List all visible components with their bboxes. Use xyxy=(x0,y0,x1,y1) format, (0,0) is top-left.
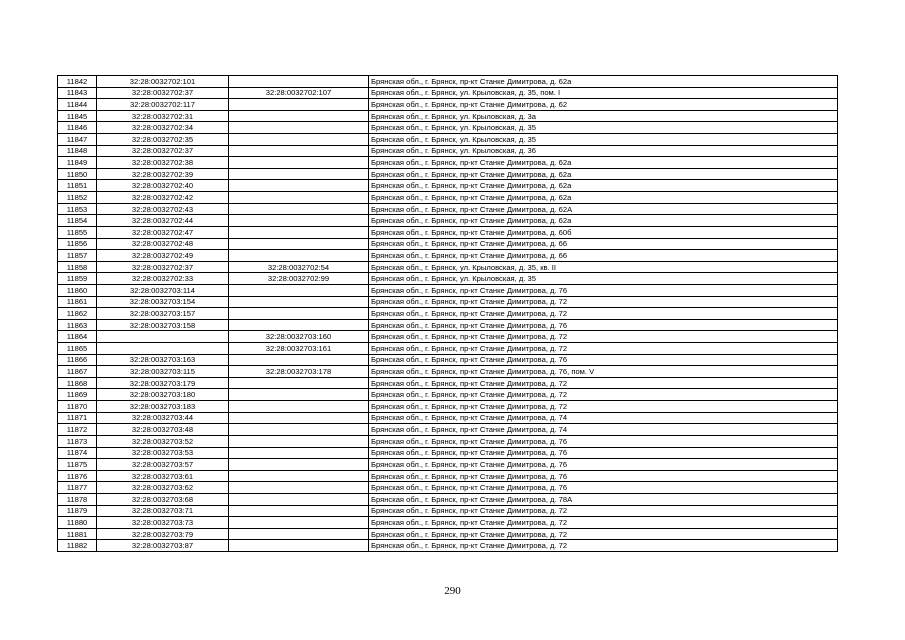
address-cell: Брянская обл., г. Брянск, пр-кт Станке Димитрова, д. 72 xyxy=(369,401,838,413)
cadastral-number-cell: 32:28:0032703:71 xyxy=(97,505,229,517)
related-cadastral-number-cell xyxy=(229,493,369,505)
address-cell: Брянская обл., г. Брянск, пр-кт Станке Димитрова, д. 62а xyxy=(369,76,838,88)
address-cell: Брянская обл., г. Брянск, пр-кт Станке Димитрова, д. 62а xyxy=(369,168,838,180)
row-number-cell: 11851 xyxy=(58,180,97,192)
cadastral-number-cell: 32:28:0032703:158 xyxy=(97,319,229,331)
cadastral-number-cell: 32:28:0032702:101 xyxy=(97,76,229,88)
cadastral-number-cell: 32:28:0032703:114 xyxy=(97,284,229,296)
related-cadastral-number-cell xyxy=(229,76,369,88)
related-cadastral-number-cell xyxy=(229,354,369,366)
row-number-cell: 11858 xyxy=(58,261,97,273)
row-number-cell: 11845 xyxy=(58,110,97,122)
row-number-cell: 11842 xyxy=(58,76,97,88)
registry-table-body xyxy=(58,76,838,552)
row-number-cell: 11861 xyxy=(58,296,97,308)
table-row xyxy=(58,517,838,529)
address-cell: Брянская обл., г. Брянск, пр-кт Станке Димитрова, д. 76 xyxy=(369,482,838,494)
row-number-cell: 11877 xyxy=(58,482,97,494)
address-cell: Брянская обл., г. Брянск, пр-кт Станке Димитрова, д. 60б xyxy=(369,226,838,238)
related-cadastral-number-cell xyxy=(229,540,369,552)
cadastral-number-cell: 32:28:0032702:34 xyxy=(97,122,229,134)
table-row xyxy=(58,482,838,494)
address-cell: Брянская обл., г. Брянск, пр-кт Станке Димитрова, д. 72 xyxy=(369,296,838,308)
row-number-cell: 11846 xyxy=(58,122,97,134)
address-cell: Брянская обл., г. Брянск, пр-кт Станке Димитрова, д. 62а xyxy=(369,157,838,169)
related-cadastral-number-cell xyxy=(229,168,369,180)
related-cadastral-number-cell xyxy=(229,192,369,204)
related-cadastral-number-cell xyxy=(229,528,369,540)
address-cell: Брянская обл., г. Брянск, пр-кт Станке Димитрова, д. 74 xyxy=(369,412,838,424)
cadastral-number-cell: 32:28:0032702:33 xyxy=(97,273,229,285)
related-cadastral-number-cell xyxy=(229,250,369,262)
cadastral-number-cell xyxy=(97,331,229,343)
related-cadastral-number-cell xyxy=(229,517,369,529)
address-cell: Брянская обл., г. Брянск, пр-кт Станке Димитрова, д. 72 xyxy=(369,528,838,540)
table-row xyxy=(58,134,838,146)
related-cadastral-number-cell xyxy=(229,99,369,111)
row-number-cell: 11874 xyxy=(58,447,97,459)
related-cadastral-number-cell xyxy=(229,470,369,482)
cadastral-number-cell: 32:28:0032703:57 xyxy=(97,459,229,471)
table-row xyxy=(58,284,838,296)
related-cadastral-number-cell xyxy=(229,412,369,424)
address-cell: Брянская обл., г. Брянск, пр-кт Станке Димитрова, д. 62а xyxy=(369,180,838,192)
cadastral-number-cell: 32:28:0032702:38 xyxy=(97,157,229,169)
address-cell: Брянская обл., г. Брянск, пр-кт Станке Димитрова, д. 72 xyxy=(369,343,838,355)
row-number-cell: 11879 xyxy=(58,505,97,517)
related-cadastral-number-cell xyxy=(229,134,369,146)
related-cadastral-number-cell xyxy=(229,284,369,296)
related-cadastral-number-cell xyxy=(229,226,369,238)
address-cell: Брянская обл., г. Брянск, пр-кт Станке Димитрова, д. 72 xyxy=(369,377,838,389)
table-row xyxy=(58,296,838,308)
address-cell: Брянская обл., г. Брянск, пр-кт Станке Димитрова, д. 72 xyxy=(369,331,838,343)
table-row xyxy=(58,377,838,389)
table-row xyxy=(58,389,838,401)
address-cell: Брянская обл., г. Брянск, ул. Крыловская, д. 3а xyxy=(369,110,838,122)
row-number-cell: 11857 xyxy=(58,250,97,262)
row-number-cell: 11882 xyxy=(58,540,97,552)
related-cadastral-number-cell xyxy=(229,238,369,250)
row-number-cell: 11872 xyxy=(58,424,97,436)
row-number-cell: 11870 xyxy=(58,401,97,413)
address-cell: Брянская обл., г. Брянск, пр-кт Станке Димитрова, д. 76, пом. V xyxy=(369,366,838,378)
address-cell: Брянская обл., г. Брянск, пр-кт Станке Димитрова, д. 76 xyxy=(369,435,838,447)
row-number-cell: 11867 xyxy=(58,366,97,378)
related-cadastral-number-cell xyxy=(229,424,369,436)
row-number-cell: 11869 xyxy=(58,389,97,401)
cadastral-number-cell xyxy=(97,343,229,355)
related-cadastral-number-cell: 32:28:0032702:107 xyxy=(229,87,369,99)
cadastral-number-cell: 32:28:0032703:179 xyxy=(97,377,229,389)
table-row xyxy=(58,203,838,215)
address-cell: Брянская обл., г. Брянск, пр-кт Станке Димитрова, д. 62 xyxy=(369,99,838,111)
cadastral-number-cell: 32:28:0032702:37 xyxy=(97,145,229,157)
address-cell: Брянская обл., г. Брянск, ул. Крыловская, д. 35 xyxy=(369,134,838,146)
row-number-cell: 11876 xyxy=(58,470,97,482)
cadastral-number-cell: 32:28:0032703:180 xyxy=(97,389,229,401)
row-number-cell: 11853 xyxy=(58,203,97,215)
row-number-cell: 11875 xyxy=(58,459,97,471)
related-cadastral-number-cell xyxy=(229,215,369,227)
related-cadastral-number-cell xyxy=(229,296,369,308)
related-cadastral-number-cell xyxy=(229,122,369,134)
table-row xyxy=(58,157,838,169)
row-number-cell: 11860 xyxy=(58,284,97,296)
table-row xyxy=(58,261,838,273)
related-cadastral-number-cell xyxy=(229,435,369,447)
cadastral-number-cell: 32:28:0032703:73 xyxy=(97,517,229,529)
cadastral-number-cell: 32:28:0032703:53 xyxy=(97,447,229,459)
row-number-cell: 11863 xyxy=(58,319,97,331)
row-number-cell: 11844 xyxy=(58,99,97,111)
cadastral-number-cell: 32:28:0032703:163 xyxy=(97,354,229,366)
cadastral-number-cell: 32:28:0032703:62 xyxy=(97,482,229,494)
table-row xyxy=(58,250,838,262)
cadastral-number-cell: 32:28:0032703:44 xyxy=(97,412,229,424)
table-row xyxy=(58,99,838,111)
row-number-cell: 11849 xyxy=(58,157,97,169)
table-row xyxy=(58,192,838,204)
table-row xyxy=(58,401,838,413)
related-cadastral-number-cell xyxy=(229,203,369,215)
related-cadastral-number-cell xyxy=(229,447,369,459)
row-number-cell: 11855 xyxy=(58,226,97,238)
cadastral-number-cell: 32:28:0032703:154 xyxy=(97,296,229,308)
address-cell: Брянская обл., г. Брянск, пр-кт Станке Димитрова, д. 76 xyxy=(369,354,838,366)
registry-table xyxy=(57,75,838,552)
row-number-cell: 11843 xyxy=(58,87,97,99)
table-row xyxy=(58,76,838,88)
row-number-cell: 11852 xyxy=(58,192,97,204)
address-cell: Брянская обл., г. Брянск, ул. Крыловская, д. 35, пом. I xyxy=(369,87,838,99)
related-cadastral-number-cell xyxy=(229,401,369,413)
table-row xyxy=(58,122,838,134)
cadastral-number-cell: 32:28:0032702:42 xyxy=(97,192,229,204)
row-number-cell: 11859 xyxy=(58,273,97,285)
address-cell: Брянская обл., г. Брянск, пр-кт Станке Димитрова, д. 76 xyxy=(369,284,838,296)
related-cadastral-number-cell xyxy=(229,389,369,401)
related-cadastral-number-cell: 32:28:0032703:160 xyxy=(229,331,369,343)
cadastral-number-cell: 32:28:0032702:40 xyxy=(97,180,229,192)
row-number-cell: 11881 xyxy=(58,528,97,540)
row-number-cell: 11847 xyxy=(58,134,97,146)
cadastral-number-cell: 32:28:0032702:49 xyxy=(97,250,229,262)
table-row xyxy=(58,331,838,343)
address-cell: Брянская обл., г. Брянск, пр-кт Станке Димитрова, д. 78А xyxy=(369,493,838,505)
address-cell: Брянская обл., г. Брянск, ул. Крыловская, д. 35, кв. II xyxy=(369,261,838,273)
table-row xyxy=(58,238,838,250)
related-cadastral-number-cell xyxy=(229,180,369,192)
cadastral-number-cell: 32:28:0032703:61 xyxy=(97,470,229,482)
cadastral-number-cell: 32:28:0032703:115 xyxy=(97,366,229,378)
related-cadastral-number-cell: 32:28:0032703:178 xyxy=(229,366,369,378)
address-cell: Брянская обл., г. Брянск, пр-кт Станке Димитрова, д. 66 xyxy=(369,250,838,262)
address-cell: Брянская обл., г. Брянск, пр-кт Станке Димитрова, д. 76 xyxy=(369,470,838,482)
related-cadastral-number-cell: 32:28:0032703:161 xyxy=(229,343,369,355)
table-row xyxy=(58,215,838,227)
address-cell: Брянская обл., г. Брянск, пр-кт Станке Димитрова, д. 62А xyxy=(369,203,838,215)
table-row xyxy=(58,168,838,180)
address-cell: Брянская обл., г. Брянск, пр-кт Станке Димитрова, д. 72 xyxy=(369,517,838,529)
address-cell: Брянская обл., г. Брянск, ул. Крыловская, д. 35 xyxy=(369,122,838,134)
row-number-cell: 11848 xyxy=(58,145,97,157)
table-row xyxy=(58,540,838,552)
table-row xyxy=(58,308,838,320)
cadastral-number-cell: 32:28:0032702:37 xyxy=(97,87,229,99)
row-number-cell: 11878 xyxy=(58,493,97,505)
address-cell: Брянская обл., г. Брянск, пр-кт Станке Димитрова, д. 62а xyxy=(369,192,838,204)
related-cadastral-number-cell xyxy=(229,482,369,494)
table-row xyxy=(58,145,838,157)
cadastral-number-cell: 32:28:0032703:52 xyxy=(97,435,229,447)
related-cadastral-number-cell xyxy=(229,157,369,169)
row-number-cell: 11873 xyxy=(58,435,97,447)
cadastral-number-cell: 32:28:0032703:87 xyxy=(97,540,229,552)
table-row xyxy=(58,110,838,122)
table-row xyxy=(58,493,838,505)
cadastral-number-cell: 32:28:0032703:157 xyxy=(97,308,229,320)
table-row xyxy=(58,505,838,517)
related-cadastral-number-cell xyxy=(229,308,369,320)
table-row xyxy=(58,528,838,540)
cadastral-number-cell: 32:28:0032703:48 xyxy=(97,424,229,436)
related-cadastral-number-cell xyxy=(229,110,369,122)
table-row xyxy=(58,424,838,436)
address-cell: Брянская обл., г. Брянск, пр-кт Станке Димитрова, д. 72 xyxy=(369,308,838,320)
related-cadastral-number-cell xyxy=(229,319,369,331)
table-row xyxy=(58,87,838,99)
cadastral-number-cell: 32:28:0032703:79 xyxy=(97,528,229,540)
row-number-cell: 11854 xyxy=(58,215,97,227)
address-cell: Брянская обл., г. Брянск, пр-кт Станке Димитрова, д. 74 xyxy=(369,424,838,436)
cadastral-number-cell: 32:28:0032703:183 xyxy=(97,401,229,413)
table-row xyxy=(58,435,838,447)
address-cell: Брянская обл., г. Брянск, пр-кт Станке Димитрова, д. 76 xyxy=(369,319,838,331)
row-number-cell: 11862 xyxy=(58,308,97,320)
cadastral-number-cell: 32:28:0032702:31 xyxy=(97,110,229,122)
address-cell: Брянская обл., г. Брянск, ул. Крыловская, д. 35 xyxy=(369,273,838,285)
row-number-cell: 11850 xyxy=(58,168,97,180)
cadastral-number-cell: 32:28:0032702:43 xyxy=(97,203,229,215)
cadastral-number-cell: 32:28:0032702:39 xyxy=(97,168,229,180)
related-cadastral-number-cell xyxy=(229,377,369,389)
row-number-cell: 11856 xyxy=(58,238,97,250)
table-row xyxy=(58,366,838,378)
address-cell: Брянская обл., г. Брянск, ул. Крыловская, д. 36 xyxy=(369,145,838,157)
table-row xyxy=(58,459,838,471)
cadastral-number-cell: 32:28:0032702:48 xyxy=(97,238,229,250)
row-number-cell: 11864 xyxy=(58,331,97,343)
table-row xyxy=(58,447,838,459)
related-cadastral-number-cell xyxy=(229,145,369,157)
table-row xyxy=(58,470,838,482)
cadastral-number-cell: 32:28:0032702:35 xyxy=(97,134,229,146)
row-number-cell: 11871 xyxy=(58,412,97,424)
address-cell: Брянская обл., г. Брянск, пр-кт Станке Димитрова, д. 66 xyxy=(369,238,838,250)
related-cadastral-number-cell xyxy=(229,505,369,517)
table-row xyxy=(58,343,838,355)
address-cell: Брянская обл., г. Брянск, пр-кт Станке Димитрова, д. 76 xyxy=(369,447,838,459)
address-cell: Брянская обл., г. Брянск, пр-кт Станке Димитрова, д. 72 xyxy=(369,540,838,552)
address-cell: Брянская обл., г. Брянск, пр-кт Станке Димитрова, д. 72 xyxy=(369,389,838,401)
table-row xyxy=(58,273,838,285)
table-row xyxy=(58,180,838,192)
address-cell: Брянская обл., г. Брянск, пр-кт Станке Димитрова, д. 62а xyxy=(369,215,838,227)
address-cell: Брянская обл., г. Брянск, пр-кт Станке Димитрова, д. 76 xyxy=(369,459,838,471)
table-row xyxy=(58,319,838,331)
row-number-cell: 11865 xyxy=(58,343,97,355)
related-cadastral-number-cell: 32:28:0032702:99 xyxy=(229,273,369,285)
table-row xyxy=(58,226,838,238)
related-cadastral-number-cell xyxy=(229,459,369,471)
cadastral-number-cell: 32:28:0032703:68 xyxy=(97,493,229,505)
row-number-cell: 11880 xyxy=(58,517,97,529)
address-cell: Брянская обл., г. Брянск, пр-кт Станке Димитрова, д. 72 xyxy=(369,505,838,517)
cadastral-number-cell: 32:28:0032702:44 xyxy=(97,215,229,227)
page-number: 290 xyxy=(444,585,461,597)
table-row xyxy=(58,354,838,366)
cadastral-number-cell: 32:28:0032702:117 xyxy=(97,99,229,111)
table-row xyxy=(58,412,838,424)
cadastral-number-cell: 32:28:0032702:37 xyxy=(97,261,229,273)
cadastral-number-cell: 32:28:0032702:47 xyxy=(97,226,229,238)
related-cadastral-number-cell: 32:28:0032702:54 xyxy=(229,261,369,273)
row-number-cell: 11868 xyxy=(58,377,97,389)
row-number-cell: 11866 xyxy=(58,354,97,366)
